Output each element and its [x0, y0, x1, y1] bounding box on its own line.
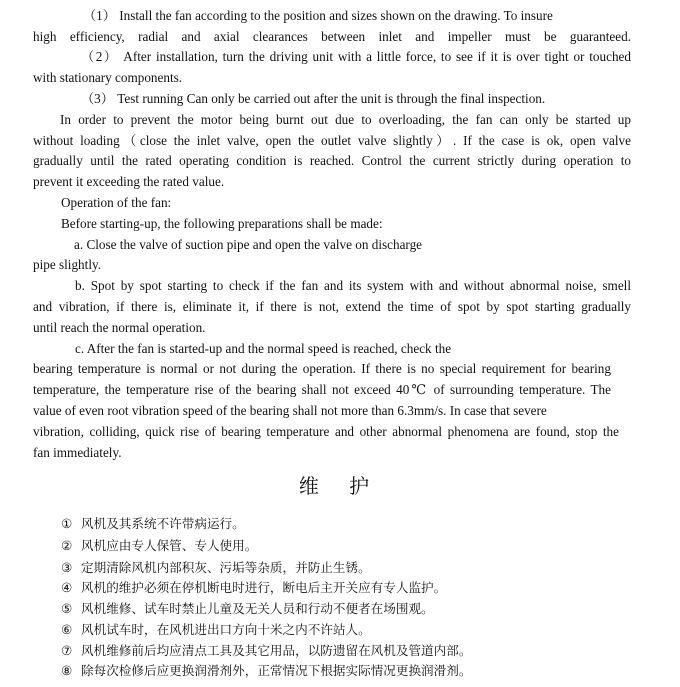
item-number: ⑧: [61, 663, 73, 678]
maintenance-item-3: [61, 559, 371, 577]
item-number: ①: [61, 516, 73, 531]
item-text: 除每次检修后应更换润滑剂外，正常情况下根据实际情况更换润滑剂。: [81, 663, 472, 678]
text-line-7: without loading（close the inlet valve, open the outlet valve slightly）. If the case is ok, open valve: [33, 133, 631, 148]
text-line-16: until reach the normal operation.: [33, 320, 206, 335]
item-number: ⑦: [61, 643, 73, 658]
item-number: ⑤: [61, 601, 73, 616]
text-line-1: （1） Install the fan according to the position and sizes shown on the drawing. To insure: [83, 8, 553, 23]
text-line-14: b. Spot by spot starting to check if the fan and its system with and without abnormal noise, smell: [75, 278, 631, 293]
text-line-17: c. After the fan is started-up and the normal speed is reached, check the: [75, 341, 452, 356]
text-line-5: （3） Test running Can only be carried out after the unit is through the final inspection.: [81, 91, 546, 106]
maintenance-item-1: [61, 515, 245, 533]
item-text: 风机的维护必须在停机断电时进行，断电后主开关应有专人监护。: [81, 580, 447, 595]
maintenance-item-2: [61, 537, 257, 555]
maintenance-heading: 维 护: [298, 474, 382, 498]
text-line-3: （2） After installation, turn the driving unit with a little force, to see if it is over tight or touched: [81, 49, 631, 64]
item-number: ④: [61, 580, 73, 595]
text-line-9: prevent it exceeding the rated value.: [33, 174, 225, 189]
text-line-12: a. Close the valve of suction pipe and open the valve on discharge: [74, 237, 423, 252]
item-text: 风机维修前后均应清点工具及其它用品，以防遗留在风机及管道内部。: [81, 643, 472, 658]
text-line-4: with stationary components.: [33, 70, 183, 85]
text-line-20: value of even root vibration speed of the bearing shall not more than 6.3mm/s. In case that severe: [33, 403, 547, 418]
text-line-18: bearing temperature is normal or not during the operation. If there is no special requirement for bearing: [33, 361, 611, 376]
item-text: 风机及其系统不许带病运行。: [81, 516, 245, 531]
item-number: ②: [61, 538, 73, 553]
text-line-6: In order to prevent the motor being burnt out due to overloading, the fan can only be started up: [60, 112, 631, 127]
item-number: ③: [61, 560, 73, 575]
item-text: 风机维修、试车时禁止儿童及无关人员和行动不便者在场围观。: [81, 601, 434, 616]
item-text: 风机试车时，在风机进出口方向十米之内不许站人。: [81, 622, 371, 637]
maintenance-item-6: [61, 621, 371, 639]
text-line-22: fan immediately.: [33, 445, 122, 460]
item-text: 定期清除风机内部积灰、污垢等杂质，并防止生锈。: [81, 560, 371, 575]
text-line-8: gradually until the rated operating condition is reached. Control the current strictly during operation to: [33, 153, 631, 168]
maintenance-item-5: [61, 600, 434, 618]
text-line-21: vibration, colliding, quick rise of bearing temperature and other abnormal phenomena are found, stop the: [33, 424, 619, 439]
maintenance-item-8: [61, 662, 471, 680]
maintenance-item-7: [61, 642, 471, 660]
text-line-10: Operation of the fan:: [61, 195, 172, 210]
item-number: ⑥: [61, 622, 73, 637]
maintenance-item-4: [61, 579, 446, 597]
text-line-2: high efficiency, radial and axial clearances between inlet and impeller must be guaranteed.: [33, 29, 631, 44]
text-line-11: Before starting-up, the following preparations shall be made:: [61, 216, 383, 231]
text-line-19: temperature, the temperature rise of the bearing shall not exceed 40℃ of surrounding temperature. The: [33, 382, 611, 397]
text-line-13: pipe slightly.: [33, 257, 102, 272]
item-text: 风机应由专人保管、专人使用。: [81, 538, 258, 553]
text-line-15: and vibration, if there is, eliminate it, if there is not, extend the time of spot by spot starting gradually: [33, 299, 631, 314]
